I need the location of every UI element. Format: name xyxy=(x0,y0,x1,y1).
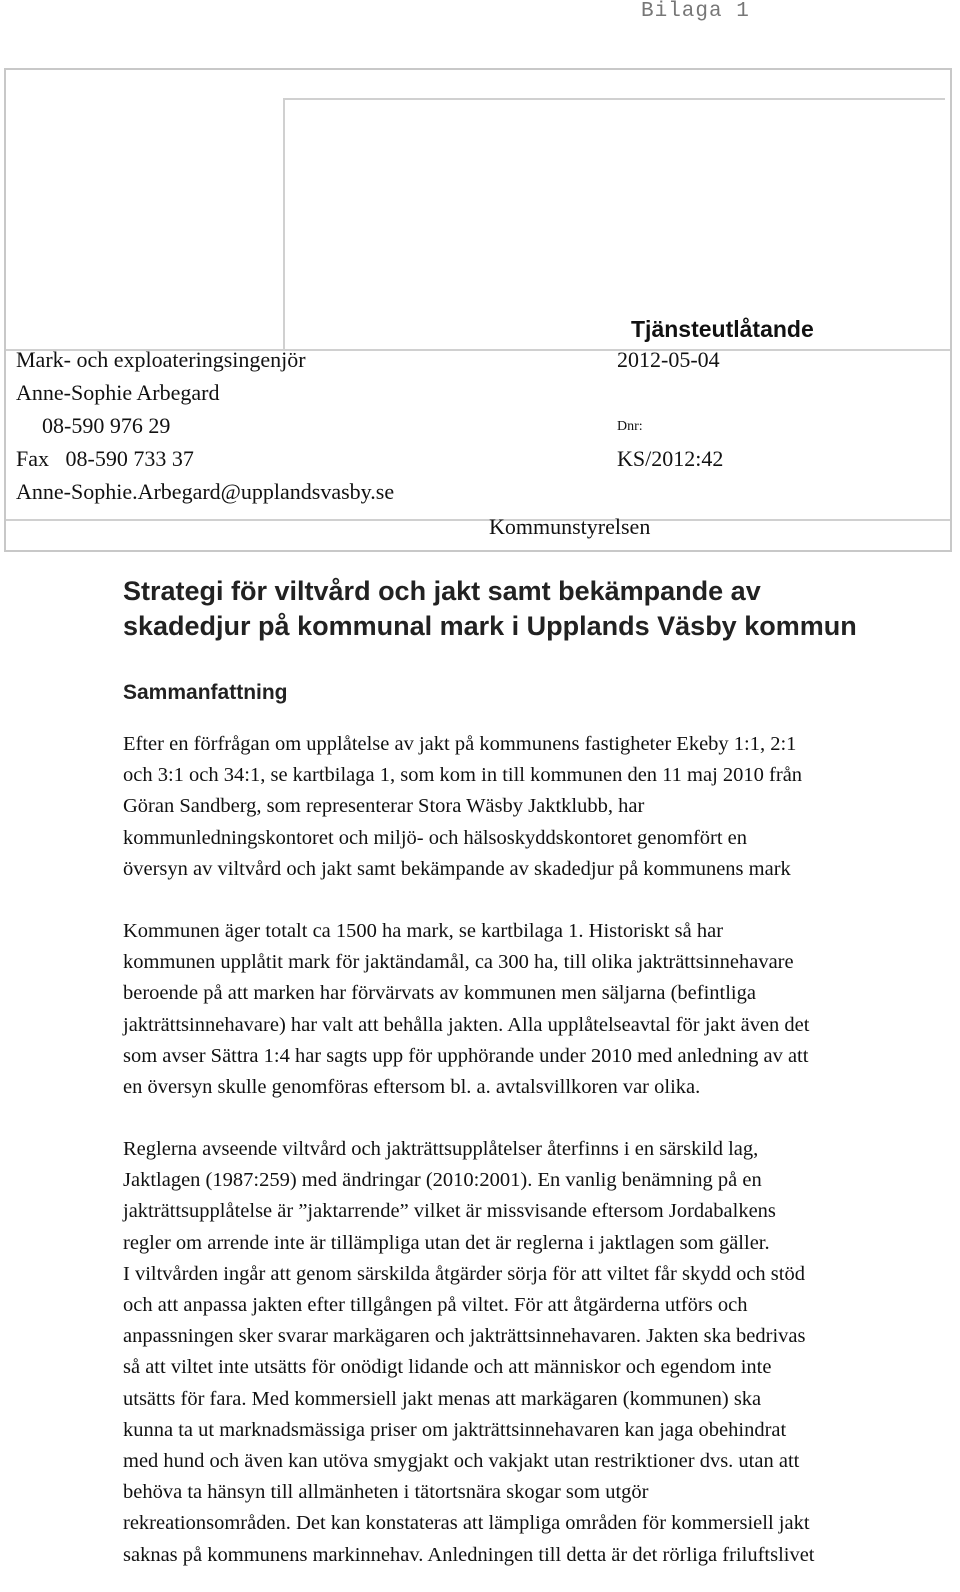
author-fax: Fax 08-590 733 37 xyxy=(16,446,194,471)
text-line: anpassningen sker svarar markägaren och jakträttsinnehavaren. Jakten ska bedrivas xyxy=(123,1325,806,1348)
text-line: behöva ta hänsyn till allmänheten i tätortsnära skogar som utgör xyxy=(123,1481,649,1504)
text-line: jakträttsinnehavare) har valt att behålla jakten. Alla upplåtelseavtal för jakt även det xyxy=(123,1013,810,1036)
text-line: med hund och även kan utöva smygjakt och vakjakt utan restriktioner dvs. utan att xyxy=(123,1450,800,1473)
text-line: som avser Sättra 1:4 har sagts upp för upphörande under 2010 med anledning av att xyxy=(123,1044,809,1067)
text-line: så att viltet inte utsätts för onödigt lidande och att människor och egendom inte xyxy=(123,1356,772,1379)
text-line: Reglerna avseende viltvård och jakträttsupplåtelser återfinns i en särskild lag, xyxy=(123,1138,759,1160)
paragraph-3 xyxy=(123,1134,953,1571)
attachment-label: Bilaga 1 xyxy=(641,0,750,23)
text-line: kommunen upplåtit mark för jaktändamål, ca 300 ha, till olika jakträttsinnehavare xyxy=(123,951,794,974)
author-phone: 08-590 976 29 xyxy=(42,413,171,438)
author-email: Anne-Sophie.Arbegard@upplandsvasby.se xyxy=(16,479,395,504)
text-line: Jaktlagen (1987:259) med ändringar (2010:2001). En vanlig benämning på en xyxy=(123,1169,762,1192)
text-line: Efter en förfrågan om upplåtelse av jakt på kommunens fastigheter Ekeby 1:1, 2:1 xyxy=(123,733,797,755)
recipient: Kommunstyrelsen xyxy=(489,514,651,539)
document-title-line-2: skadedjur på kommunal mark i Upplands Väsby kommun xyxy=(123,611,857,641)
text-line: Kommunen äger totalt ca 1500 ha mark, se kartbilaga 1. Historiskt så har xyxy=(123,920,724,942)
text-line: Göran Sandberg, som representerar Stora Wäsby Jaktklubb, har xyxy=(123,795,645,818)
text-line: översyn av viltvård och jakt samt bekämpande av skadedjur på kommunens mark xyxy=(123,857,791,880)
text-line: beroende på att marken har förvärvats av kommunen men säljarna (befintliga xyxy=(123,982,756,1005)
paragraph-2 xyxy=(123,916,953,1103)
text-line: kunna ta ut marknadsmässiga priser om jakträttsinnehavaren kan jaga obehindrat xyxy=(123,1418,787,1441)
paragraph-1 xyxy=(123,729,953,885)
author-name: Anne-Sophie Arbegard xyxy=(16,380,220,405)
document-date: 2012-05-04 xyxy=(617,347,720,372)
document-type: Tjänsteutlåtande xyxy=(631,316,814,342)
author-title: Mark- och exploateringsingenjör xyxy=(16,347,306,372)
dnr-label: Dnr: xyxy=(617,419,643,434)
header-divider-bottom xyxy=(6,519,950,521)
text-line: regler om arrende inte är tillämpliga utan det är reglerna i jaktlagen som gäller. xyxy=(123,1231,770,1254)
document-title-line-1: Strategi för viltvård och jakt samt bekämpande av xyxy=(123,576,761,606)
dnr-value: KS/2012:42 xyxy=(617,446,724,471)
logo-placeholder xyxy=(283,98,945,349)
text-line: utsätts för fara. Med kommersiell jakt menas att markägaren (kommunen) ska xyxy=(123,1387,762,1410)
text-line: rekreationsområden. Det kan konstateras att lämpliga områden för kommersiell jakt xyxy=(123,1512,810,1535)
text-line: jakträttsupplåtelse är ”jaktarrende” vilket är missvisande eftersom Jordabalkens xyxy=(123,1200,776,1223)
text-line: I viltvården ingår att genom särskilda åtgärder sörja för att viltet får skydd och stöd xyxy=(123,1262,805,1285)
text-line: saknas på kommunens markinnehav. Anledningen till detta är det rörliga friluftslivet xyxy=(123,1543,815,1566)
text-line: och 3:1 och 34:1, se kartbilaga 1, som kom in till kommunen den 11 maj 2010 från xyxy=(123,764,803,787)
summary-heading: Sammanfattning xyxy=(123,681,288,704)
text-line: och att anpassa jakten efter tillgången på viltet. För att åtgärderna utförs och xyxy=(123,1294,748,1317)
text-line: en översyn skulle genomföras eftersom bl. a. avtalsvillkoren var olika. xyxy=(123,1076,701,1099)
text-line: kommunledningskontoret och miljö- och hälsoskyddskontoret genomfört en xyxy=(123,826,748,849)
